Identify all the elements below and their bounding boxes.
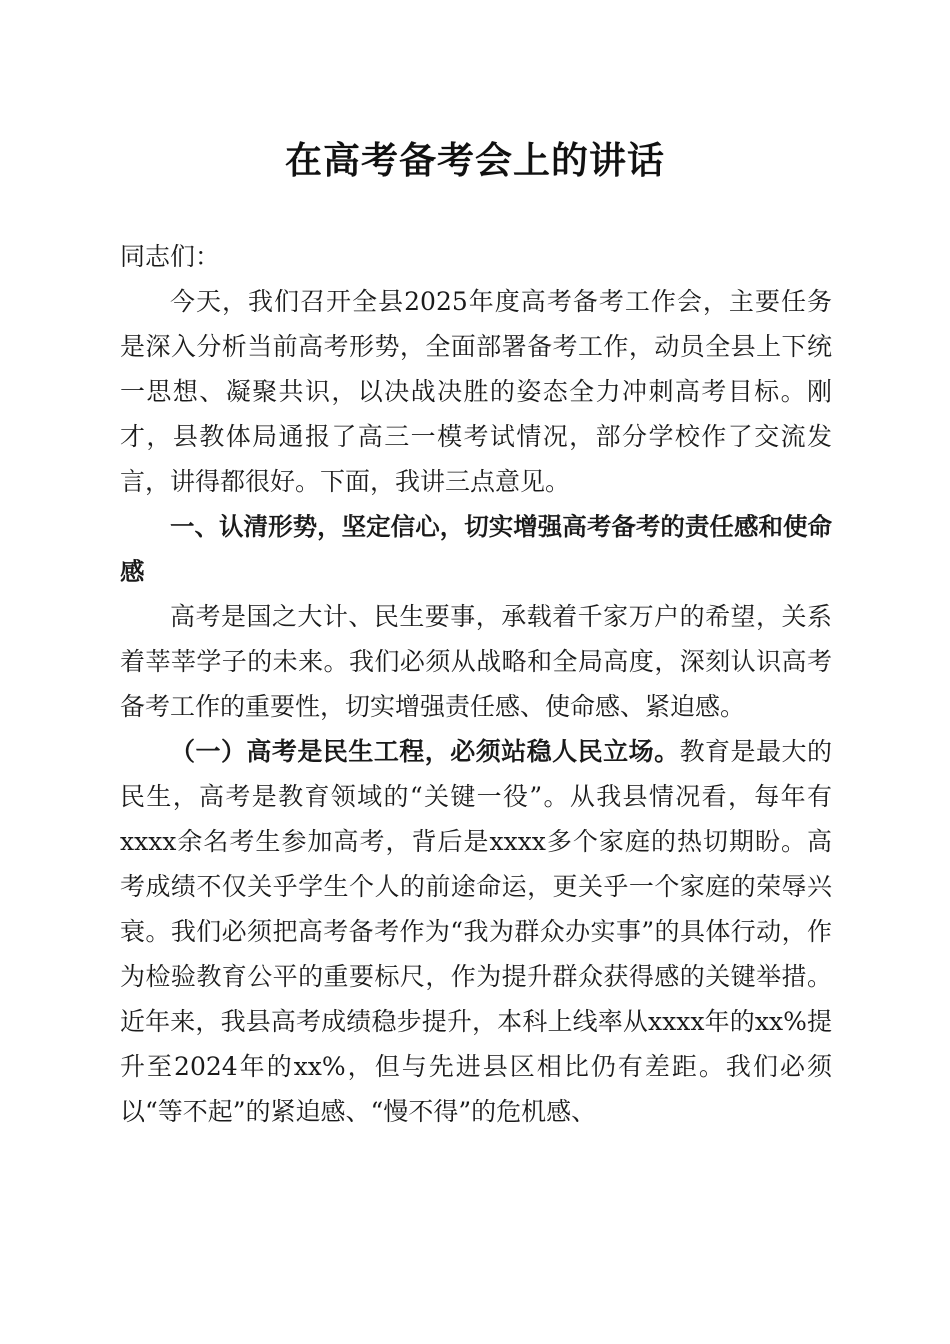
subsection-1-lead: （一）高考是民生工程，必须站稳人民立场。 bbox=[170, 737, 680, 766]
section-1-heading: 一、认清形势，坚定信心，切实增强高考备考的责任感和使命感 bbox=[120, 512, 832, 586]
greeting: 同志们： bbox=[120, 242, 221, 271]
subsection-1-paragraph bbox=[120, 729, 832, 1134]
document-body bbox=[120, 234, 832, 1134]
section-1-paragraph: 高考是国之大计、民生要事，承载着千家万户的希望，关系着莘莘学子的未来。我们必须从战略和全局高度，深刻认识高考备考工作的重要性，切实增强责任感、使命感、紧迫感。 bbox=[120, 602, 832, 721]
subsection-1-text: 教育是最大的民生，高考是教育领域的“关键一役”。从我县情况看，每年有xxxx余名考生参加高考，背后是xxxx多个家庭的热切期盼。高考成绩不仅关乎学生个人的前途命运，更关乎一个家庭的荣辱兴衰。我们必须把高考备考作为“我为群众办实事”的具体行动，作为检验教育公平的重要标尺，作为提升群众获得感的关键举措。近年来，我县高考成绩稳步提升，本科上线率从xxxx年的xx%提升至2024年的xx%，但与先进县区相比仍有差距。我们必须以“等不起”的紧迫感、“慢不得”的危机感、 bbox=[120, 737, 832, 1126]
intro-paragraph: 今天，我们召开全县2025年度高考备考工作会，主要任务是深入分析当前高考形势，全面部署备考工作，动员全县上下统一思想、凝聚共识，以决战决胜的姿态全力冲刺高考目标。刚才，县教体局通报了高三一模考试情况，部分学校作了交流发言，讲得都很好。下面，我讲三点意见。 bbox=[120, 287, 832, 496]
document-title: 在高考备考会上的讲话 bbox=[285, 138, 665, 182]
